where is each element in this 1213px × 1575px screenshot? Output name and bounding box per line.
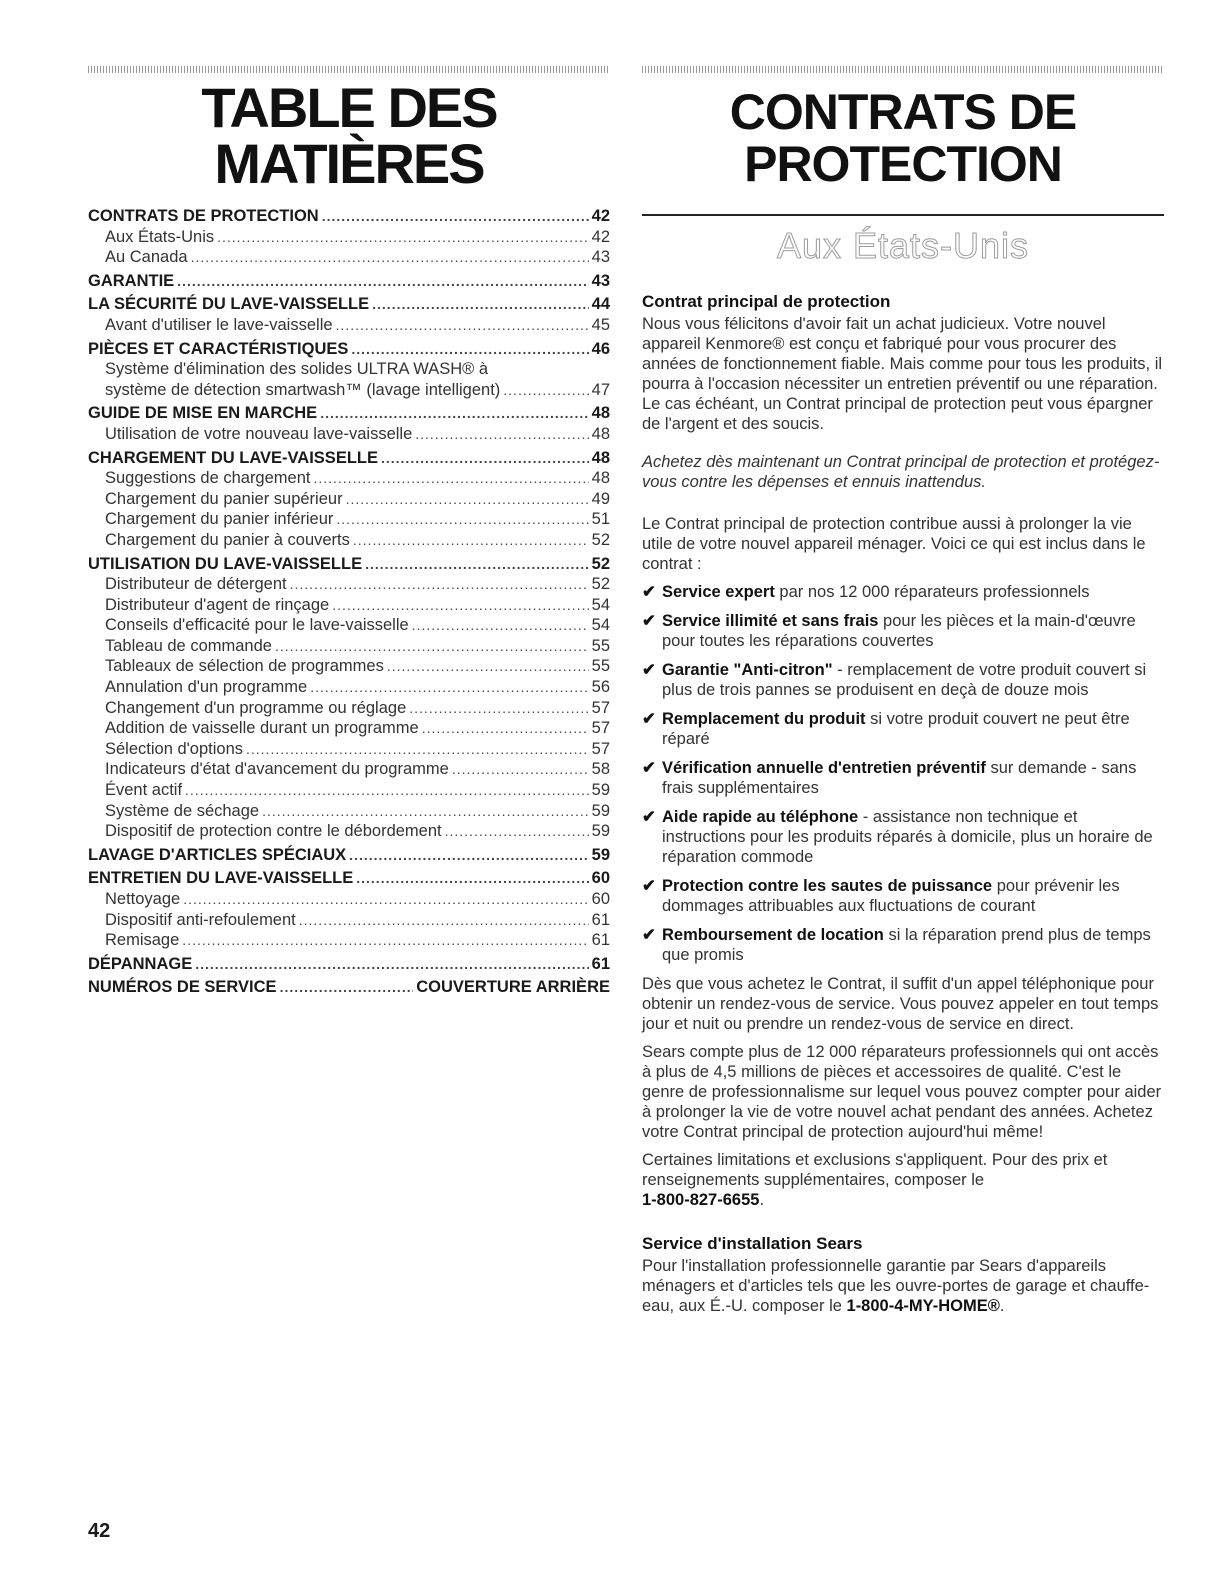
toc-entry-page: 60 <box>591 890 610 908</box>
toc-entry-page: 57 <box>591 719 610 738</box>
phone2-suffix: . <box>999 1297 1005 1315</box>
toc-section-entry <box>88 403 610 424</box>
toc-entry-label: Nettoyage <box>105 890 181 908</box>
toc-dot-leader <box>183 889 588 909</box>
toc-entry-label: GUIDE DE MISE EN MARCHE <box>88 404 318 423</box>
toc-dot-leader <box>185 780 589 800</box>
toc-dot-leader <box>503 380 588 400</box>
toc-subsection-entry <box>88 489 610 510</box>
feature-title: Aide rapide au téléphone <box>662 808 859 826</box>
toc-dot-leader <box>322 206 589 226</box>
toc-entry-page: 56 <box>591 678 610 697</box>
toc-entry-page: 57 <box>591 698 610 717</box>
toc-subsection-entry <box>88 718 610 739</box>
toc-dot-leader <box>280 977 414 997</box>
toc-column <box>88 62 610 998</box>
toc-subsection-entry <box>88 930 610 951</box>
toc-entry-page: 49 <box>591 489 610 508</box>
toc-entry-page: 59 <box>591 801 610 820</box>
toc-entry-label: système de détection smartwash™ (lavage intelligent) <box>105 380 501 399</box>
toc-dot-leader <box>177 271 588 291</box>
extend-paragraph: Le Contrat principal de protection contribue aussi à prolonger la vie utile de votre nouvel appareil ménager. Voici ce qui est inclus dans le contrat : <box>642 515 1146 573</box>
toc-subsection-entry <box>88 315 610 336</box>
limits-paragraph <box>642 1150 1164 1210</box>
toc-entry-label: Addition de vaisselle durant un programme <box>105 719 419 738</box>
toc-dot-leader <box>415 424 588 444</box>
toc-dot-leader <box>387 656 589 676</box>
toc-entry-page: 61 <box>591 954 610 973</box>
installation-heading: Service d'installation Sears <box>642 1234 863 1253</box>
toc-section-entry <box>88 954 610 975</box>
contracts-title <box>642 86 1164 190</box>
feature-item <box>642 582 1164 602</box>
feature-title: Service expert <box>662 583 775 601</box>
checkmark-icon: ✔ <box>642 808 656 826</box>
feature-title: Service illimité et sans frais <box>662 612 879 630</box>
toc-dot-leader <box>182 930 588 950</box>
toc-entry-label: Tableaux de sélection de programmes <box>105 657 384 676</box>
toc-subsection-entry <box>88 739 610 760</box>
toc-dot-leader <box>336 509 588 529</box>
toc-dot-leader <box>320 403 588 423</box>
toc-entry-page: 48 <box>591 424 610 443</box>
contracts-title-line2: PROTECTION <box>744 136 1062 192</box>
toc-dot-leader <box>275 636 589 656</box>
toc-subsection-entry <box>88 247 610 268</box>
toc-dot-leader <box>353 530 589 550</box>
toc-entry-label: Distributeur de détergent <box>105 575 287 594</box>
toc-title: TABLE DES MATIÈRES <box>201 76 497 195</box>
toc-entry-label: LAVAGE D'ARTICLES SPÉCIAUX <box>88 845 347 864</box>
toc-entry-page: 55 <box>591 636 610 655</box>
toc-entry-page: 52 <box>591 554 610 573</box>
toc-entry-label: Annulation d'un programme <box>105 678 308 697</box>
toc-entry-page: 59 <box>591 845 610 864</box>
toc-entry-page: 52 <box>591 575 610 594</box>
toc-entry-label: Conseils d'efficacité pour le lave-vaisselle <box>105 616 409 635</box>
feature-text: si la réparation prend plus de temps que promis <box>662 926 1151 964</box>
toc-section-entry <box>88 554 610 575</box>
checkmark-icon: ✔ <box>642 926 656 944</box>
feature-item <box>642 758 1164 798</box>
toc-subsection-entry <box>88 380 610 401</box>
checkmark-icon: ✔ <box>642 710 656 728</box>
toc-subsection-entry <box>88 636 610 657</box>
feature-text: - assistance non technique et instructions pour les produits réparés à domicile, plus un horaire de réparation commode <box>662 808 1153 866</box>
feature-title: Remboursement de location <box>662 926 884 944</box>
feature-title: Vérification annuelle d'entretien préventif <box>662 759 986 777</box>
toc-entry-label: DÉPANNAGE <box>88 954 193 973</box>
toc-entry-label: Avant d'utiliser le lave-vaisselle <box>105 315 333 334</box>
toc-entry-page: 59 <box>591 781 610 800</box>
toc-entry-label: Remisage <box>105 931 180 950</box>
page-number: 42 <box>88 1520 111 1542</box>
checkmark-icon: ✔ <box>642 583 656 601</box>
toc-entry-page: 48 <box>591 404 610 423</box>
toc-subsection-entry <box>88 889 610 910</box>
toc-dot-leader <box>313 468 588 488</box>
limits-text: Certaines limitations et exclusions s'appliquent. Pour des prix et renseignements supplémentaires, composer le <box>642 1151 1108 1189</box>
feature-title: Protection contre les sautes de puissance <box>662 877 993 895</box>
toc-dot-leader <box>365 554 589 574</box>
toc-dot-leader <box>412 615 589 635</box>
toc-dot-leader <box>332 595 588 615</box>
feature-text: si votre produit couvert ne peut être réparé <box>662 710 1130 748</box>
toc-dot-leader <box>290 574 589 594</box>
toc-entry-page: 42 <box>591 207 610 225</box>
toc-dot-leader <box>310 677 588 697</box>
toc-entry-label: CONTRATS DE PROTECTION <box>88 207 319 225</box>
toc-subsection-entry <box>88 677 610 698</box>
toc-entry-page: 48 <box>591 469 610 488</box>
toc-subsection-entry <box>88 821 610 842</box>
toc-dot-leader <box>409 698 588 718</box>
toc-entry-label: Au Canada <box>105 248 188 267</box>
feature-item <box>642 925 1164 965</box>
toc-entry-page: 55 <box>591 657 610 676</box>
toc-entry-label: Chargement du panier à couverts <box>105 530 350 549</box>
toc-entry-label: Évent actif <box>105 781 183 800</box>
sears-paragraph: Sears compte plus de 12 000 réparateurs professionnels qui ont accès à plus de 4,5 millions de pièces et accessoires de qualité. C'est le genre de professionnalisme sur lequel vous pouvez compter pour aider à prolonger la vie de votre nouvel achat pendant des années. Achetez votre Contrat principal de protection aujourd'hui même! <box>642 1043 1162 1141</box>
toc-dot-leader <box>262 801 589 821</box>
toc-entry-label: Sélection d'options <box>105 739 243 758</box>
feature-text: sur demande - sans frais supplémentaires <box>662 759 1137 797</box>
toc-entry-label: PIÈCES ET CARACTÉRISTIQUES <box>88 339 349 358</box>
toc-entry-label: Système d'élimination des solides ULTRA WASH® à <box>105 360 489 379</box>
feature-title: Garantie "Anti-citron" <box>662 661 833 679</box>
toc-entry-page: 42 <box>591 227 610 246</box>
toc-entry-page: 47 <box>591 380 610 399</box>
toc-subsection-entry <box>88 698 610 719</box>
toc-subsection-entry <box>88 424 610 445</box>
toc-entry-page: 54 <box>591 595 610 614</box>
toc-subsection-entry <box>88 780 610 801</box>
feature-item <box>642 660 1164 700</box>
toc-section-entry <box>88 868 610 889</box>
feature-title: Remplacement du produit <box>662 710 866 728</box>
toc-entry-page: 44 <box>591 295 610 314</box>
features-list <box>642 582 1164 965</box>
title-rule <box>642 214 1164 216</box>
toc-subsection-entry <box>88 359 610 380</box>
toc-section-entry <box>88 977 610 998</box>
toc-entry-page: 45 <box>591 315 610 334</box>
toc-section-entry <box>88 271 610 292</box>
phone-number-1: 1-800-827-6655 <box>642 1191 760 1209</box>
toc-entry-label: Utilisation de votre nouveau lave-vaisselle <box>105 424 413 443</box>
toc-dot-leader <box>246 739 589 759</box>
toc-subsection-entry <box>88 759 610 780</box>
feature-text: par nos 12 000 réparateurs professionnels <box>774 583 1090 601</box>
toc-dot-leader <box>372 294 589 314</box>
checkmark-icon: ✔ <box>642 612 656 630</box>
feature-item <box>642 709 1164 749</box>
toc-entry-page: 58 <box>591 760 610 779</box>
italic-note: Achetez dès maintenant un Contrat principal de protection et protégez-vous contre les dépenses et ennuis inattendus. <box>642 453 1160 491</box>
toc-subsection-entry <box>88 910 610 931</box>
toc-entry-label: Distributeur d'agent de rinçage <box>105 595 330 614</box>
toc-entry-label: Aux États-Unis <box>105 227 215 246</box>
region-subtitle: Aux États-Unis <box>776 225 1030 266</box>
toc-dot-leader <box>422 718 589 738</box>
toc-entry-page: 52 <box>591 530 610 549</box>
toc-dot-leader <box>349 845 588 865</box>
toc-dot-leader <box>452 759 589 779</box>
toc-entry-label: Changement d'un programme ou réglage <box>105 698 407 717</box>
toc-dot-leader <box>336 315 589 335</box>
feature-item <box>642 611 1164 651</box>
toc-entry-label: Système de séchage <box>105 801 260 820</box>
contracts-title-line1: CONTRATS DE <box>729 84 1077 140</box>
checkmark-icon: ✔ <box>642 759 656 777</box>
toc-entry-label: Indicateurs d'état d'avancement du programme <box>105 760 449 779</box>
toc-section-entry <box>88 845 610 866</box>
toc-dot-leader <box>356 868 588 888</box>
toc-entry-label: Chargement du panier inférieur <box>105 510 334 529</box>
toc-dot-leader <box>217 227 589 247</box>
toc-entry-label: ENTRETIEN DU LAVE-VAISSELLE <box>88 869 354 888</box>
toc-entry-page: 61 <box>591 931 610 950</box>
toc-subsection-entry <box>88 509 610 530</box>
checkmark-icon: ✔ <box>642 661 656 679</box>
phone1-suffix: . <box>759 1191 765 1209</box>
toc-entry-page: COUVERTURE ARRIÈRE <box>416 978 610 997</box>
toc-subsection-entry <box>88 615 610 636</box>
toc-subsection-entry <box>88 574 610 595</box>
toc-section-entry <box>88 294 610 315</box>
contracts-column <box>642 62 1164 1316</box>
toc-subsection-entry <box>88 468 610 489</box>
toc-entry-page: 61 <box>591 910 610 929</box>
feature-item <box>642 876 1164 916</box>
toc-dot-leader <box>445 821 589 841</box>
toc-dot-leader <box>381 448 589 468</box>
toc-section-entry <box>88 206 610 227</box>
toc-dot-leader <box>351 339 588 359</box>
intro-paragraph: Nous vous félicitons d'avoir fait un achat judicieux. Votre nouvel appareil Kenmore® est conçu et fabriqué pour vous procurer des années de fonctionnement fiable. Mais comme pour tous les produits, il pourra à l'occasion nécessiter un entretien préventif ou une réparation. Le cas échéant, un Contrat principal de protection peut vous épargner de l'argent et des soucis. <box>642 315 1163 433</box>
feature-text: - remplacement de votre produit couvert si plus de trois pannes se produisent en deçà de douze mois <box>662 661 1147 699</box>
toc-entry-page: 43 <box>591 271 610 290</box>
feature-item <box>642 807 1164 867</box>
toc-dot-leader <box>191 247 589 267</box>
toc-dot-leader <box>195 954 588 974</box>
toc-entry-label: CHARGEMENT DU LAVE-VAISSELLE <box>88 448 378 467</box>
toc-subsection-entry <box>88 595 610 616</box>
toc-section-entry <box>88 339 610 360</box>
toc-entry-label: LA SÉCURITÉ DU LAVE-VAISSELLE <box>88 295 370 314</box>
toc-subsection-entry <box>88 530 610 551</box>
toc-subsection-entry <box>88 801 610 822</box>
toc-subsection-entry <box>88 656 610 677</box>
toc-entry-page: 59 <box>591 822 610 841</box>
toc-entry-page: 48 <box>591 448 610 467</box>
toc-entry-label: GARANTIE <box>88 271 175 290</box>
feature-text: pour prévenir les dommages attribuables aux fluctuations de courant <box>662 877 1120 915</box>
call-paragraph: Dès que vous achetez le Contrat, il suffit d'un appel téléphonique pour obtenir un rendez-vous de service. Vous pouvez appeler en tout temps jour et nuit ou prendre un rendez-vous de service en direct. <box>642 975 1159 1033</box>
toc-entry-label: Dispositif de protection contre le débordement <box>105 822 442 841</box>
toc-section-entry <box>88 448 610 469</box>
toc-entry-label: Tableau de commande <box>105 636 272 655</box>
feature-text: pour les pièces et la main-d'œuvre pour toutes les réparations couvertes <box>662 612 1136 650</box>
install-paragraph <box>642 1256 1164 1316</box>
toc-entry-page: 46 <box>591 339 610 358</box>
toc-subsection-entry <box>88 227 610 248</box>
toc-entry-label: UTILISATION DU LAVE-VAISSELLE <box>88 554 363 573</box>
toc-entry-label: NUMÉROS DE SERVICE <box>88 978 277 997</box>
toc-entry-page: 57 <box>591 739 610 758</box>
toc-dot-leader <box>299 910 589 930</box>
install-text: Pour l'installation professionnelle garantie par Sears d'appareils ménagers et d'articles tels que les ouvre-portes de garage et chauffe-eau, aux É.-U. composer le <box>642 1257 1150 1315</box>
toc-entry-label: Dispositif anti-refoulement <box>105 910 296 929</box>
toc-entry-label: Chargement du panier supérieur <box>105 489 343 508</box>
toc-entry-page: 54 <box>591 616 610 635</box>
toc-entry-page: 60 <box>591 869 610 888</box>
toc-entry-label: Suggestions de chargement <box>105 469 311 488</box>
toc-list <box>88 206 610 998</box>
checkmark-icon: ✔ <box>642 877 656 895</box>
toc-entry-page: 51 <box>591 510 610 529</box>
phone-number-2: 1-800-4-MY-HOME® <box>846 1297 1000 1315</box>
toc-dot-leader <box>346 489 589 509</box>
master-protection-heading: Contrat principal de protection <box>642 292 891 311</box>
toc-entry-page: 43 <box>591 248 610 267</box>
